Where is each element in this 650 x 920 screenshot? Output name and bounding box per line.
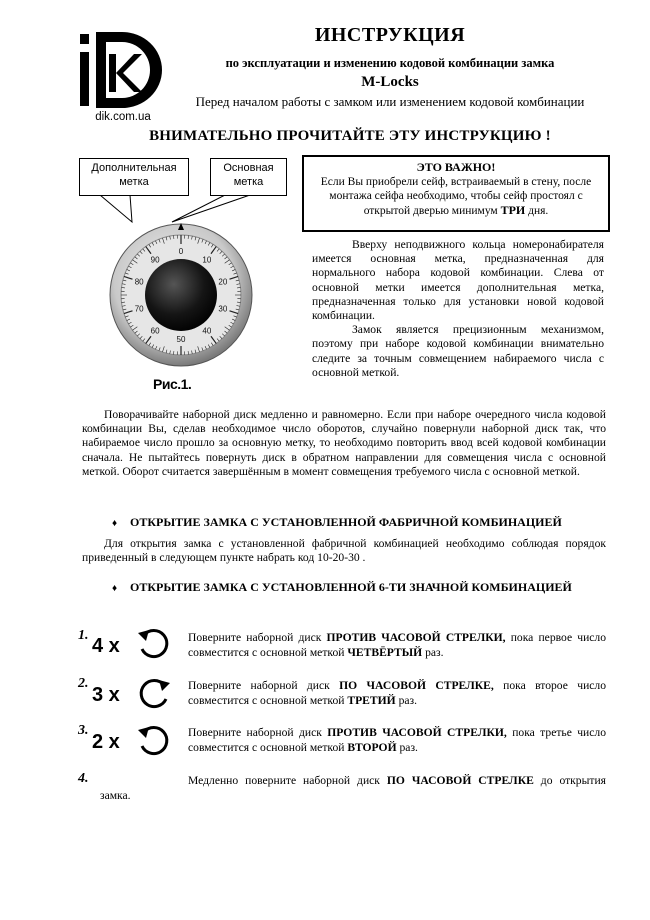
section-factory-title: ОТКРЫТИЕ ЗАМКА С УСТАНОВЛЕННОЙ ФАБРИЧНОЙ КОМБИНАЦИЕЙ (130, 515, 562, 529)
step-1-number: 1. (78, 628, 89, 643)
dial-number: 50 (176, 335, 186, 344)
important-text-end: дня. (528, 205, 549, 217)
callout-main-mark: Основная метка (210, 158, 287, 196)
clockwise-arrow-icon (134, 672, 174, 717)
dial-number: 20 (218, 277, 228, 287)
bullet-icon: ♦ (112, 583, 118, 594)
step-3-text: Поверните наборной диск ПРОТИВ ЧАСОВОЙ СТРЕЛКИ, пока третье число совместится с основной меткой ВТОРОЙ раз. (188, 726, 606, 754)
callout-additional-mark: Дополнительная метка (79, 158, 189, 196)
dial-number: 0 (178, 247, 184, 256)
callout-pointer-additional (100, 195, 132, 222)
important-emphasis: ТРИ (500, 203, 526, 217)
brand-name: M-Locks (361, 74, 419, 90)
section-six-heading (112, 580, 606, 596)
combination-dial-figure (108, 222, 254, 368)
step-3-number: 3. (78, 723, 89, 738)
description-paragraph-2: Замок является прецизионным механизмом, поэтому при наборе кодовой комбинации внимательно следите за точным совмещением набираемого числа с основной меткой. (312, 323, 604, 379)
step-1-multiplier: 4 x (92, 635, 120, 657)
dial-number: 40 (202, 326, 212, 336)
step-3-multiplier: 2 x (92, 731, 120, 753)
dial-number: 90 (150, 255, 160, 265)
step-2-multiplier: 3 x (92, 684, 120, 706)
page-title: ИНСТРУКЦИЯ (314, 24, 466, 46)
rotation-instructions: Поворачивайте наборной диск медленно и равномерно. Если при наборе очередного числа кодовой комбинации Вы, сделав необходимое число оборотов, случайно повернули наборной диск так, что набираемое число прошло за основную метку, то необходимо повторить ввод всей кодовой комбинации сначала. Не пытайтесь повернуть диск в обратном направлении для совмещения числа с основной меткой. Оборот считается завершённым в момент совмещения требуемого числа с основной меткой. (82, 408, 606, 478)
section-factory-text: Для открытия замка с установленной фабричной комбинацией необходимо соблюдая порядок приведенный в следующем пункте набрать код 10-20-30 . (82, 537, 606, 564)
logo-url: dik.com.ua (95, 111, 151, 123)
step-2-text: Поверните наборной диск ПО ЧАСОВОЙ СТРЕЛКЕ, пока второе число совместится с основной меткой ТРЕТИЙ раз. (188, 679, 607, 707)
dial-number: 80 (134, 277, 144, 287)
description-paragraph-1: Вверху неподвижного кольца номеронабирателя имеется основная метка, предназначенная для нормального набора кодовой комбинации. Слева от основной метки имеется дополнительная метка, предназначенная только для установки новой кодовой комбинации. (312, 238, 604, 323)
callout-pointer-main (172, 195, 250, 222)
dial-number: 10 (202, 255, 212, 265)
warning-heading: ВНИМАТЕЛЬНО ПРОЧИТАЙТЕ ЭТУ ИНСТРУКЦИЮ ! (149, 128, 551, 144)
step-1-text: Поверните наборной диск ПРОТИВ ЧАСОВОЙ СТРЕЛКИ, пока первое число совместится с основной меткой ЧЕТВЁРТЫЙ раз. (188, 631, 607, 659)
section-six-title: ОТКРЫТИЕ ЗАМКА С УСТАНОВЛЕННОЙ 6-ТИ ЗНАЧНОЙ КОМБИНАЦИЕЙ (130, 580, 572, 594)
page-subtitle: по эксплуатации и изменению кодовой комбинации замка (225, 56, 555, 70)
section-factory-heading (112, 515, 606, 530)
counterclockwise-arrow-icon (134, 719, 174, 764)
step-4-text: Медленно поверните наборной диск ПО ЧАСОВОЙ СТРЕЛКЕ до открытия замка. (100, 774, 606, 802)
counterclockwise-arrow-icon (134, 622, 174, 667)
bullet-icon: ♦ (112, 518, 118, 529)
dial-number: 60 (150, 326, 160, 336)
dial-description (312, 238, 604, 380)
important-heading: ЭТО ВАЖНО! (416, 160, 496, 174)
important-notice (302, 155, 610, 232)
preface-text: Перед началом работы с замком или изменением кодовой комбинации (195, 94, 585, 109)
step-2-number: 2. (78, 676, 89, 691)
dial-knob (145, 259, 217, 331)
dial-number: 70 (134, 304, 144, 314)
figure-caption: Рис.1. (153, 376, 192, 392)
dial-number: 30 (218, 304, 228, 314)
important-text: Если Вы приобрели сейф, встраиваемый в стену, после монтажа сейфа необходимо, чтобы сейф простоял с открытой дверью минимум (320, 176, 592, 217)
step-4-number: 4. (78, 771, 89, 786)
